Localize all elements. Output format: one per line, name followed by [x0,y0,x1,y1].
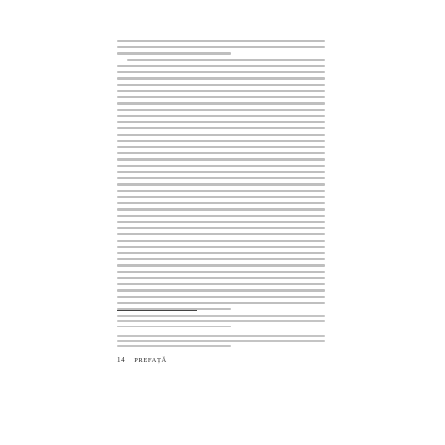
text-line [117,115,325,117]
footnote-rule [117,310,197,311]
text-line [117,190,325,192]
text-line [117,152,325,154]
text-line [117,302,325,304]
page-number: 14 [117,356,126,364]
text-line [117,46,325,48]
text-line [117,96,325,98]
text-line [117,215,325,217]
body-text-block [117,40,325,314]
text-line [117,146,325,148]
footnote-line [117,340,325,342]
text-line [117,208,325,210]
text-line [117,283,325,285]
text-line [117,65,325,67]
text-line [117,134,325,136]
text-line [117,246,325,248]
text-line [117,127,325,129]
text-line [117,233,325,235]
text-line [117,102,325,104]
text-line [117,240,325,242]
text-line [117,227,325,229]
text-line [117,221,325,223]
text-line [117,177,325,179]
footnote-line [117,315,325,317]
text-line [127,59,325,61]
footnote-line [117,320,325,322]
running-head: PREFAȚĂ [134,357,167,364]
footnote-line [117,335,325,337]
text-line [117,109,325,111]
text-line [117,264,325,266]
text-line [117,252,325,254]
text-line [117,258,325,260]
text-line [117,165,325,167]
text-line [117,71,325,73]
text-line [117,196,325,198]
text-line [117,171,325,173]
text-line [117,121,325,123]
text-line [117,289,325,291]
footnote-line [117,326,231,328]
text-line [117,77,325,79]
text-line [117,52,231,54]
text-line [117,140,325,142]
text-line [117,202,325,204]
text-line [117,158,325,160]
text-line [117,90,325,92]
text-line [117,84,325,86]
text-line [117,40,325,42]
text-line [117,296,325,298]
footnote-line [117,345,231,347]
footnotes [117,315,325,351]
folio [117,356,167,364]
text-line [117,183,325,185]
text-line [117,271,325,273]
text-line [117,277,325,279]
